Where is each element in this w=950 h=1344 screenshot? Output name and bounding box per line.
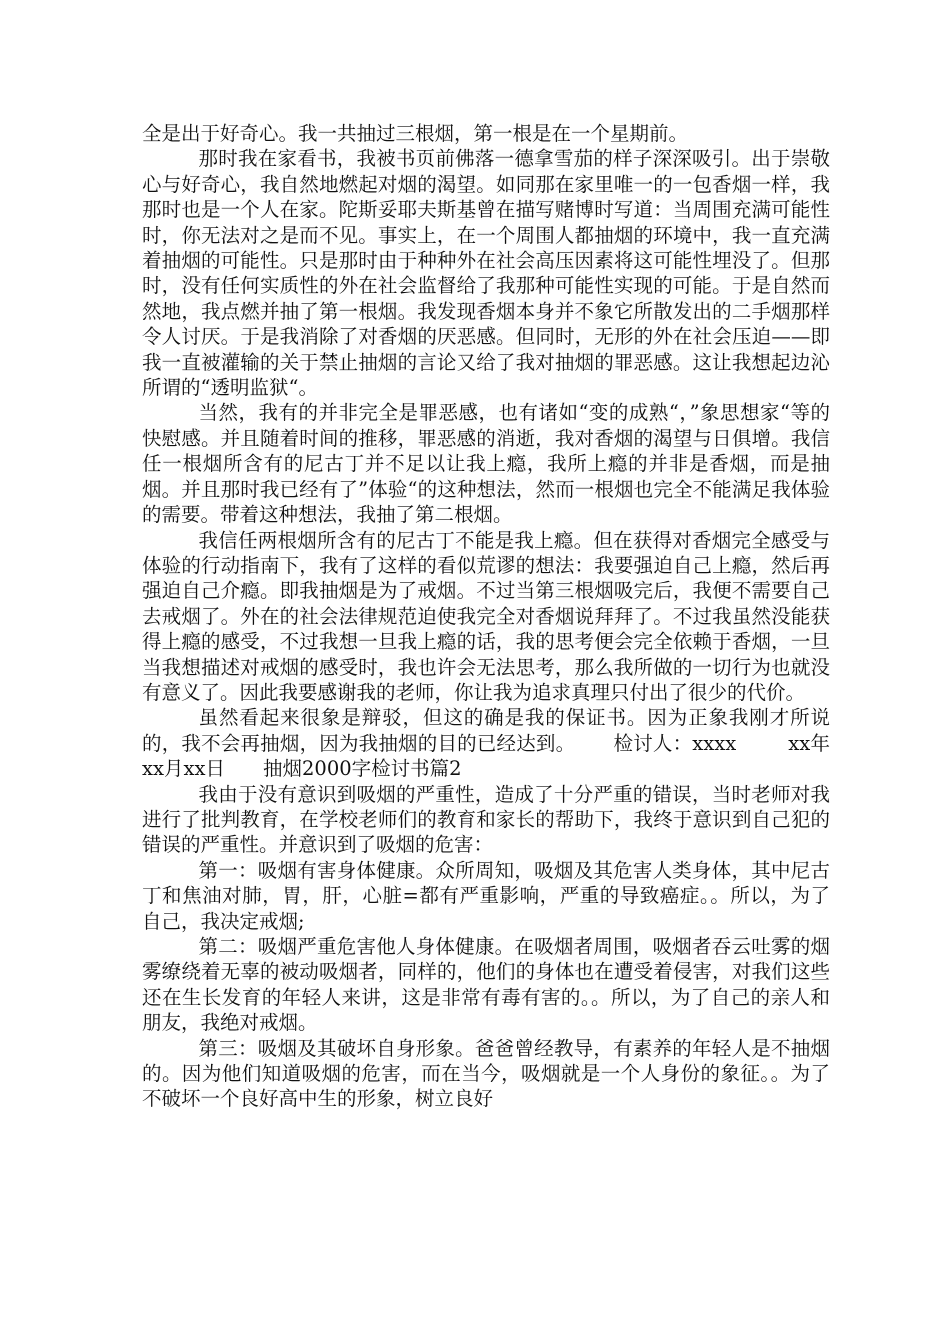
paragraph-6: 第一：吸烟有害身体健康。众所周知，吸烟及其危害人类身体，其中尼古丁和焦油对肺，胃，肝，心脏=都有严重影响，严重的导致癌症。。所以，为了自己，我决定戒烟;: [142, 858, 830, 933]
paragraph-4: 我信任两根烟所含有的尼古丁不能是我上瘾。但在获得对香烟完全感受与体验的行动指南下，我有了这样的看似荒谬的想法：我要强迫自己上瘾，然后再强迫自己介瘾。即我抽烟是为了戒烟。不过当第三根烟吸完后，我便不需要自己去戒烟了。外在的社会法律规范迫使我完全对香烟说拜拜了。不过我虽然没能获得上瘾的感受，不过我想一旦我上瘾的话，我的思考便会完全依赖于香烟，一旦当我想描述对戒烟的感受时，我也许会无法思考，那么我所做的一切行为也就没有意义了。因此我要感谢我的老师，你让我为追求真理只付出了很少的代价。: [142, 528, 830, 704]
signature-date: xx年xx月xx日: [142, 731, 830, 781]
signer-label: 检讨人：xxxx: [613, 731, 737, 755]
paragraph-3: 当然，我有的并非完全是罪恶感，也有诸如“变的成熟“，”象思想家“等的快慰感。并且随着时间的推移，罪恶感的消逝，我对香烟的渴望与日俱增。我信任一根烟所含有的尼古丁并不足以让我上瘾，我所上瘾的并非是香烟，而是抽烟。并且那时我已经有了”体验“的这种想法，然而一根烟也完全不能满足我体验的需要。带着这种想法，我抽了第二根烟。: [142, 401, 830, 527]
closing-paragraph: [142, 705, 830, 781]
next-section-title: 抽烟2000字检讨书篇2: [263, 757, 462, 781]
document-page: [142, 121, 830, 1112]
paragraph-1: 全是出于好奇心。我一共抽过三根烟，第一根是在一个星期前。: [142, 122, 689, 145]
paragraph-5: 我由于没有意识到吸烟的严重性，造成了十分严重的错误，当时老师对我进行了批判教育，在学校老师们的教育和家长的帮助下，我终于意识到自己犯的错误的严重性。并意识到了吸烟的危害：: [142, 782, 830, 857]
closing-text: 虽然看起来很象是辩驳，但这的确是我的保证书。因为正象我刚才所说的，我不会再抽烟，因为我抽烟的目的已经达到。: [142, 706, 830, 755]
paragraph-7: 第二：吸烟严重危害他人身体健康。在吸烟者周围，吸烟者吞云吐雾的烟雾缭绕着无辜的被动吸烟者，同样的，他们的身体也在遭受着侵害，对我们这些还在生长发育的年轻人来讲，这是非常有毒有害的。。所以，为了自己的亲人和朋友，我绝对戒烟。: [142, 935, 830, 1035]
paragraph-2: 那时我在家看书，我被书页前佛落一德拿雪茄的样子深深吸引。出于崇敬心与好奇心，我自然地燃起对烟的渴望。如同那在家里唯一的一包香烟一样，我那时也是一个人在家。陀斯妥耶夫斯基曾在描写赌博时写道：当周围充满可能性时，你无法对之是而不见。事实上，在一个周围人都抽烟的环境中，我一直充满着抽烟的可能性。只是那时由于种种外在社会高压因素将这可能性埋没了。但那时，没有任何实质性的外在社会监督给了我那种可能性实现的可能。于是自然而然地，我点燃并抽了第一根烟。我发现香烟本身并不象它所散发出的二手烟那样令人讨厌。于是我消除了对香烟的厌恶感。但同时，无形的外在社会压迫——即我一直被灌输的关于禁止抽烟的言论又给了我对抽烟的罪恶感。这让我想起边沁所谓的“透明监狱“。: [142, 147, 830, 400]
paragraph-8: 第三：吸烟及其破坏自身形象。爸爸曾经教导，有素养的年轻人是不抽烟的。因为他们知道吸烟的危害，而在当今，吸烟就是一个人身份的象征。。为了不破坏一个良好高中生的形象，树立良好: [142, 1036, 830, 1111]
